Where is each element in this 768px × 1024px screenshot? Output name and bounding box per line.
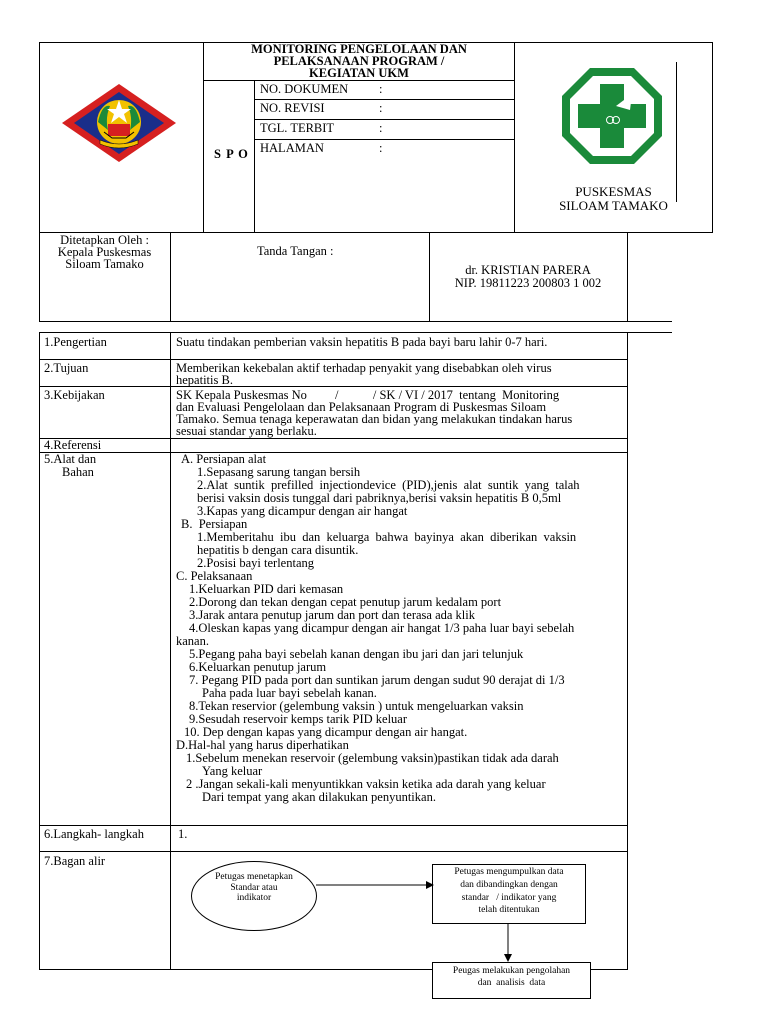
- flow-arrow-down: [502, 924, 514, 962]
- flow-node-2-line-4: telah ditentukan: [478, 905, 540, 915]
- title-bottom-border: [203, 80, 515, 81]
- field-divider-2: [254, 119, 515, 120]
- flow-node-1-line-2: Standar atau: [230, 883, 278, 893]
- field-label-halaman: HALAMAN: [260, 141, 324, 155]
- row-label-alat-2: Bahan: [62, 465, 94, 479]
- field-sep-tgl-terbit: :: [379, 121, 383, 135]
- field-divider-1: [254, 99, 515, 100]
- alat-line: 2.Alat suntik prefilled injectiondevice (PID),jenis alat suntik yang talah: [197, 478, 580, 492]
- alat-line: 4.Oleskan kapas yang dicampur dengan air hangat 1/3 paha luar bayi sebelah: [189, 621, 575, 635]
- row-label-pengertian: 1.Pengertian: [44, 335, 107, 349]
- alat-line: Yang keluar: [202, 764, 263, 778]
- field-label-no-dokumen: NO. DOKUMEN: [260, 82, 349, 96]
- title-line-2: PELAKSANAAN PROGRAM /: [273, 54, 445, 68]
- row-divider-4: [39, 452, 628, 453]
- row-text-kebijakan-2: dan Evaluasi Pengelolaan dan Pelaksanaan Program di Puskesmas Siloam: [176, 400, 547, 414]
- spo-label: S P O: [214, 147, 249, 161]
- field-sep-no-revisi: :: [379, 101, 383, 115]
- alat-line: A. Persiapan alat: [181, 452, 267, 466]
- set-by-line-3: Siloam Tamako: [65, 257, 144, 271]
- row-label-tujuan: 2.Tujuan: [44, 361, 89, 375]
- row-text-tujuan-2: hepatitis B.: [176, 373, 233, 387]
- row-divider-5: [39, 825, 628, 826]
- row-label-langkah: 6.Langkah- langkah: [44, 827, 144, 841]
- alat-line: 1.Keluarkan PID dari kemasan: [189, 582, 344, 596]
- alat-line: 5.Pegang paha bayi sebelah kanan dengan ibu jari dan jari telunjuk: [189, 647, 524, 661]
- alat-line: 6.Keluarkan penutup jarum: [189, 660, 327, 674]
- row-label-kebijakan: 3.Kebijakan: [44, 388, 105, 402]
- alat-line: Dari tempat yang akan dilakukan penyuntikan.: [202, 790, 436, 804]
- alat-line: 3.Jarak antara penutup jarum dan port dan terasa ada klik: [189, 608, 475, 622]
- alat-line: 9.Sesudah reservoir kemps tarik PID keluar: [189, 712, 407, 726]
- alat-line: 1.Sebelum menekan reservoir (gelembung vaksin)pastikan tidak ada darah: [186, 751, 559, 765]
- flow-node-1-line-3: indikator: [236, 893, 272, 903]
- alat-line: B. Persiapan: [181, 517, 248, 531]
- field-label-no-revisi: NO. REVISI: [260, 101, 325, 115]
- field-divider-3: [254, 139, 515, 140]
- alat-line: berisi vaksin dosis tunggal dari pabriknya,berisi vaksin hepatitis B 0,5ml: [197, 491, 562, 505]
- field-label-tgl-terbit: TGL. TERBIT: [260, 121, 335, 135]
- field-sep-halaman: :: [379, 141, 383, 155]
- set-by-line-1: Ditetapkan Oleh :: [60, 233, 149, 247]
- title-line-1: MONITORING PENGELOLAAN DAN: [251, 42, 467, 56]
- row-divider-3: [39, 438, 628, 439]
- alat-line: 7. Pegang PID pada port dan suntikan jarum dengan sudut 90 derajat di 1/3: [189, 673, 565, 687]
- alat-line: 1.Sepasang sarung tangan bersih: [197, 465, 361, 479]
- puskesmas-name-line-1: PUSKESMAS: [575, 184, 652, 199]
- flow-node-3-line-2: dan analisis data: [477, 978, 546, 988]
- row-label-alat-1: 5.Alat dan: [44, 452, 97, 466]
- province-emblem-logo: [60, 82, 178, 164]
- row-divider-1: [39, 359, 628, 360]
- alat-line: hepatitis b dengan cara disuntik.: [197, 543, 359, 557]
- row-divider-6: [39, 851, 628, 852]
- title-line-3: KEGIATAN UKM: [309, 66, 409, 80]
- signature-label: Tanda Tangan :: [257, 244, 334, 258]
- header-left-border: [39, 42, 40, 233]
- alat-line: C. Pelaksanaan: [176, 569, 253, 583]
- content-right-border: [627, 332, 628, 970]
- puskesmas-name-line-2: SILOAM TAMAKO: [559, 198, 668, 213]
- alat-line: kanan.: [176, 634, 209, 648]
- signatory-name: dr. KRISTIAN PARERA: [465, 263, 591, 277]
- signatory-nip: NIP. 19811223 200803 1 002: [454, 276, 602, 290]
- spo-divider: [254, 80, 255, 233]
- row-text-tujuan-1: Memberikan kekebalan aktif terhadap penyakit yang disebabkan oleh virus: [176, 361, 552, 375]
- alat-line: 3.Kapas yang dicampur dengan air hangat: [197, 504, 408, 518]
- puskesmas-logo: [560, 66, 664, 166]
- content-bottom-border-right: [591, 969, 628, 970]
- alat-line: 10. Dep dengan kapas yang dicampur dengan air hangat.: [184, 725, 468, 739]
- content-bottom-border-left: [39, 969, 432, 970]
- row-label-bagan-alir: 7.Bagan alir: [44, 854, 106, 868]
- row-text-kebijakan-3: Tamako. Semua tenaga keperawatan dan bidan yang melakukan tindakan harus: [176, 412, 573, 426]
- flow-node-3-line-1: Peugas melakukan pengolahan: [452, 966, 571, 976]
- flow-node-2-line-1: Petugas mengumpulkan data: [454, 867, 564, 877]
- row-text-kebijakan-1: SK Kepala Puskesmas No / / SK / VI / 2017 tentang Monitoring: [176, 388, 560, 402]
- row-text-pengertian: Suatu tindakan pemberian vaksin hepatitis B pada bayi baru lahir 0-7 hari.: [176, 335, 548, 349]
- row-label-referensi: 4.Referensi: [44, 438, 102, 452]
- approval-bottom-border: [39, 321, 672, 322]
- alat-line: 2 .Jangan sekali-kali menyuntikkan vaksin ketika ada darah yang keluar: [186, 777, 546, 791]
- logo-side-line: [676, 62, 677, 202]
- content-top-border: [39, 332, 672, 333]
- flow-node-2-line-2: dan dibandingkan dengan: [460, 880, 558, 890]
- row-text-langkah: 1.: [178, 827, 188, 841]
- flow-node-1-line-1: Petugas menetapkan: [215, 872, 293, 882]
- flow-node-2-line-3: standar / indikator yang: [461, 893, 557, 903]
- alat-line: 2.Dorong dan tekan dengan cepat penutup jarum kedalam port: [189, 595, 502, 609]
- content-left-border: [39, 332, 40, 970]
- alat-line: 1.Memberitahu ibu dan keluarga bahwa bayinya akan diberikan vaksin: [197, 530, 577, 544]
- approval-divider-1: [170, 232, 171, 322]
- alat-line: D.Hal-hal yang harus diperhatikan: [176, 738, 349, 752]
- header-right-border: [712, 42, 713, 233]
- row-divider-2: [39, 386, 628, 387]
- alat-line: 2.Posisi bayi terlentang: [197, 556, 314, 570]
- content-label-divider: [170, 332, 171, 970]
- flow-arrow-right: [316, 878, 434, 892]
- alat-line: 8.Tekan reservior (gelembung vaksin ) untuk mengeluarkan vaksin: [189, 699, 524, 713]
- approval-right-border: [627, 232, 628, 322]
- row-text-kebijakan-4: sesuai standar yang berlaku.: [176, 424, 317, 438]
- field-sep-no-dokumen: :: [379, 82, 383, 96]
- set-by-line-2: Kepala Puskesmas: [57, 245, 152, 259]
- alat-line: Paha pada luar bayi sebelah kanan.: [202, 686, 377, 700]
